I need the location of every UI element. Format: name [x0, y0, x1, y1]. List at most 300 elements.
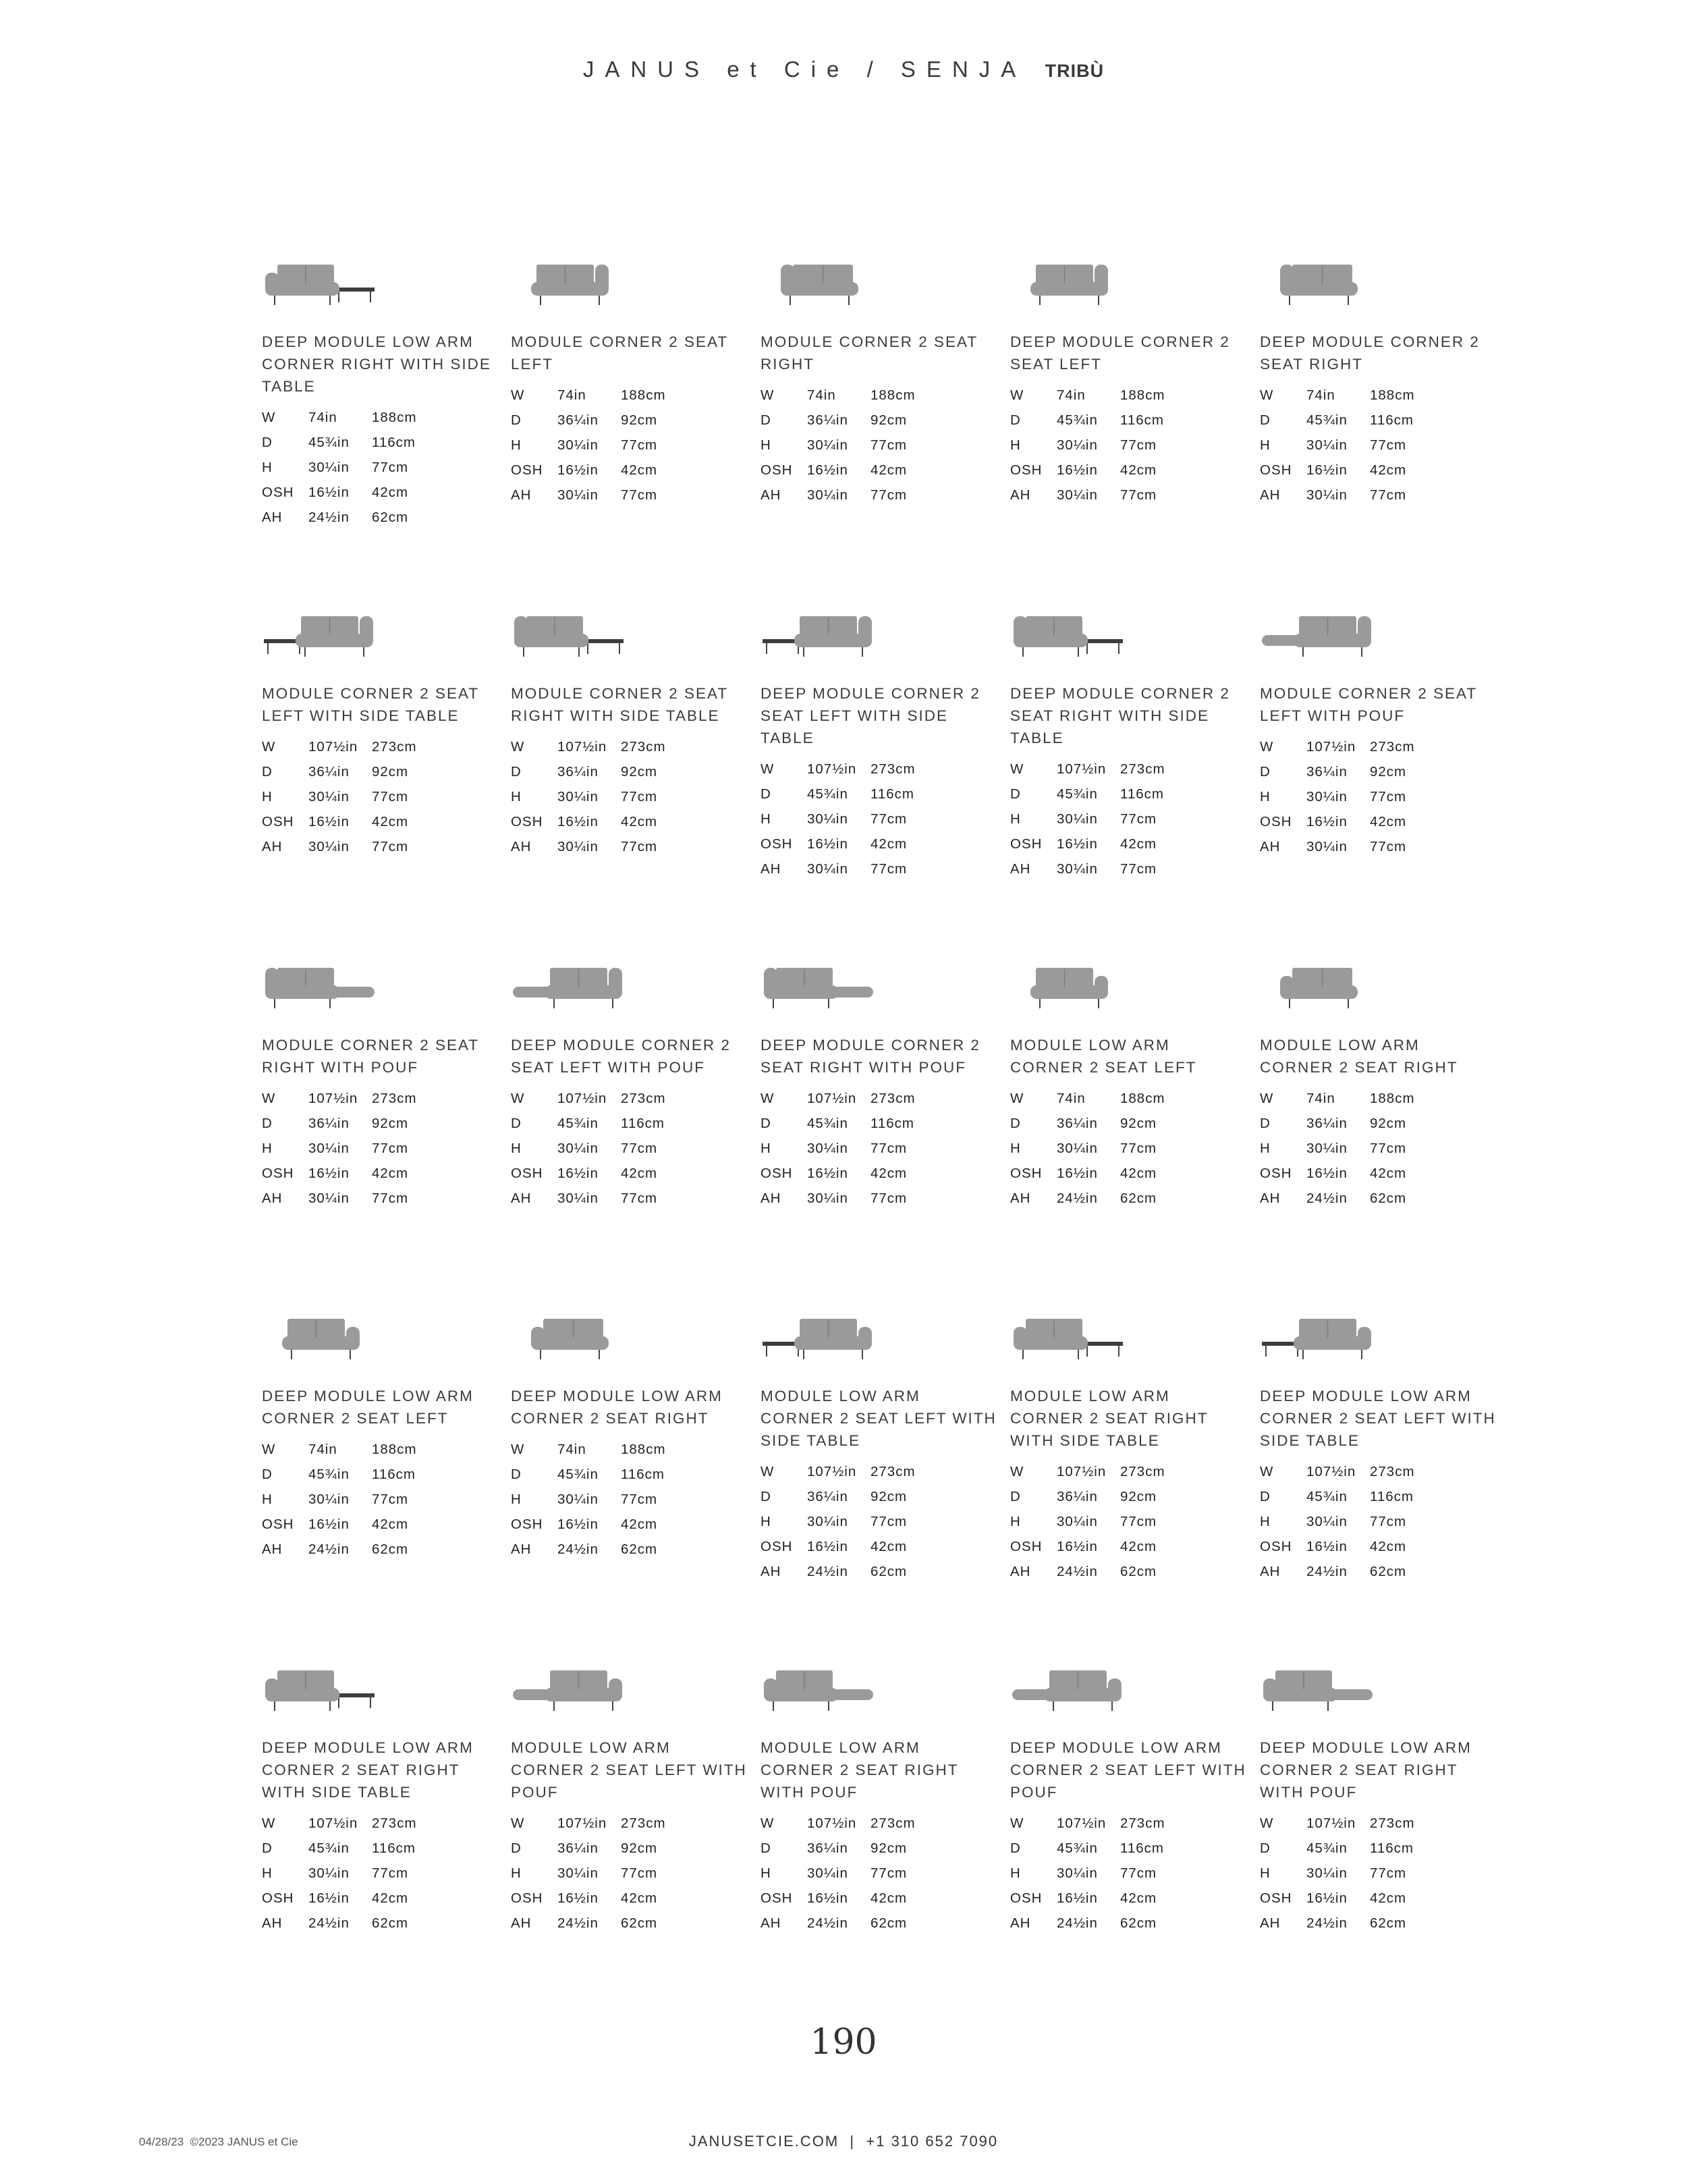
- dimension-label: H: [760, 811, 771, 827]
- dimension-cm: 77cm: [870, 487, 908, 503]
- dimension-inches: 16½in: [557, 813, 599, 829]
- dimension-cm: 77cm: [870, 861, 908, 877]
- dimension-row: [1010, 1460, 1194, 1485]
- dimension-inches: 30¼in: [308, 788, 350, 804]
- dimension-cm: 42cm: [372, 1890, 409, 1906]
- dimension-inches: 16½in: [807, 462, 848, 478]
- dimension-label: D: [262, 1116, 273, 1132]
- dimension-inches: 16½in: [1057, 1890, 1098, 1906]
- dimension-table: [1260, 735, 1444, 859]
- dimension-cm: 273cm: [1120, 761, 1165, 777]
- dimension-inches: 30¼in: [557, 1491, 599, 1507]
- dimension-cm: 92cm: [870, 1489, 908, 1505]
- dimension-label: OSH: [511, 1890, 543, 1906]
- dimension-cm: 116cm: [870, 786, 915, 802]
- dimension-label: W: [760, 761, 775, 777]
- dimension-label: OSH: [1260, 1165, 1292, 1181]
- dimension-inches: 24½in: [1057, 1190, 1098, 1206]
- dimension-cm: 116cm: [870, 1116, 915, 1132]
- dimension-cm: 116cm: [1370, 1489, 1414, 1505]
- dimension-cm: 116cm: [1370, 412, 1414, 429]
- dimension-label: AH: [1260, 838, 1281, 854]
- dimension-label: H: [1010, 1865, 1021, 1881]
- product-card: [511, 1305, 747, 1562]
- module-low-arm-corner-2-seat-left-with-pouf-image: [511, 1657, 747, 1719]
- dimension-row: [1260, 1161, 1444, 1186]
- dimension-inches: 24½in: [807, 1915, 848, 1931]
- dimension-row: [511, 1112, 695, 1137]
- dimension-label: D: [1260, 764, 1271, 780]
- dimension-cm: 77cm: [1120, 487, 1157, 503]
- module-low-arm-corner-2-seat-right-with-side-table-image: [1010, 1305, 1246, 1367]
- dimension-row: [262, 1087, 446, 1112]
- dimension-inches: 74in: [807, 387, 836, 404]
- dimension-inches: 24½in: [1057, 1563, 1098, 1579]
- dimension-inches: 36¼in: [807, 412, 848, 429]
- dimension-inches: 36¼in: [1306, 1116, 1348, 1132]
- dimension-inches: 30¼in: [557, 1190, 599, 1206]
- dimension-inches: 30¼in: [1057, 1865, 1098, 1881]
- dimension-cm: 42cm: [621, 1516, 658, 1532]
- dimension-inches: 16½in: [1306, 1165, 1348, 1181]
- dimension-cm: 188cm: [1120, 1091, 1165, 1107]
- dimension-inches: 30¼in: [1057, 811, 1098, 827]
- dimension-cm: 273cm: [870, 1464, 916, 1480]
- dimension-inches: 107½in: [308, 1816, 358, 1832]
- dimension-label: OSH: [511, 1516, 543, 1532]
- dimension-label: AH: [511, 838, 532, 854]
- dimension-inches: 16½in: [807, 1165, 848, 1181]
- dimension-cm: 42cm: [870, 1538, 908, 1554]
- dimension-row: [1010, 1112, 1194, 1137]
- dimension-table: [262, 406, 446, 530]
- dimension-cm: 273cm: [1120, 1464, 1165, 1480]
- dimension-label: OSH: [1260, 1890, 1292, 1906]
- dimension-table: [511, 1438, 695, 1562]
- dimension-label: W: [262, 1091, 276, 1107]
- dimension-row: [511, 408, 695, 433]
- product-card: [262, 251, 498, 530]
- dimension-cm: 77cm: [621, 437, 658, 453]
- dimension-row: [262, 1886, 446, 1911]
- dimension-label: AH: [1010, 1190, 1031, 1206]
- dimension-table: [1010, 383, 1194, 508]
- dimension-inches: 30¼in: [557, 1140, 599, 1156]
- dimension-row: [262, 406, 446, 431]
- product-card: [1010, 603, 1246, 881]
- dimension-row: [1260, 383, 1444, 408]
- dimension-row: [1010, 831, 1194, 856]
- dimension-row: [511, 1537, 695, 1562]
- dimension-label: H: [1010, 811, 1021, 827]
- dimension-label: D: [760, 412, 771, 429]
- dimension-inches: 107½in: [557, 1816, 607, 1832]
- product-title: DEEP MODULE LOW ARM CORNER 2 SEAT RIGHT: [511, 1388, 723, 1427]
- dimension-label: W: [1260, 387, 1274, 404]
- dimension-cm: 77cm: [1370, 1865, 1407, 1881]
- dimension-row: [760, 1811, 945, 1836]
- footer-date: 04/28/23: [139, 2135, 184, 2148]
- dimension-inches: 16½in: [308, 813, 350, 829]
- dimension-inches: 30¼in: [1306, 487, 1348, 503]
- dimension-inches: 30¼in: [308, 838, 350, 854]
- dimension-row: [511, 760, 695, 785]
- dimension-row: [760, 1112, 945, 1137]
- dimension-inches: 16½in: [1057, 1165, 1098, 1181]
- deep-module-low-arm-corner-2-seat-left-with-side-table-image: [1260, 1305, 1496, 1367]
- dimension-cm: 77cm: [870, 1865, 908, 1881]
- dimension-cm: 77cm: [1120, 1140, 1157, 1156]
- dimension-row: [760, 408, 945, 433]
- dimension-row: [760, 1186, 945, 1211]
- dimension-cm: 42cm: [870, 1890, 908, 1906]
- dimension-inches: 30¼in: [1057, 861, 1098, 877]
- deep-module-low-arm-corner-right-with-side-table-image: [262, 251, 498, 313]
- dimension-label: AH: [1010, 487, 1031, 503]
- dimension-cm: 273cm: [1370, 739, 1415, 755]
- dimension-row: [262, 809, 446, 834]
- dimension-row: [1010, 1186, 1194, 1211]
- dimension-cm: 42cm: [1120, 1538, 1157, 1554]
- dimension-inches: 30¼in: [557, 1865, 599, 1881]
- dimension-label: AH: [1010, 861, 1031, 877]
- dimension-label: OSH: [1260, 1538, 1292, 1554]
- module-corner-2-seat-left-with-pouf-image: [1260, 603, 1496, 665]
- dimension-label: H: [760, 1865, 771, 1881]
- dimension-label: D: [1010, 1840, 1021, 1857]
- product-card: [1010, 1305, 1246, 1584]
- dimension-inches: 16½in: [1306, 1538, 1348, 1554]
- dimension-label: AH: [760, 487, 781, 503]
- dimension-row: [760, 1911, 945, 1936]
- dimension-cm: 77cm: [621, 1140, 658, 1156]
- dimension-inches: 74in: [1057, 387, 1086, 404]
- dimension-cm: 62cm: [621, 1915, 658, 1931]
- dimension-row: [760, 1161, 945, 1186]
- product-card: [262, 954, 498, 1211]
- dimension-row: [511, 834, 695, 859]
- deep-module-corner-2-seat-left-with-side-table-image: [760, 603, 997, 665]
- dimension-row: [1260, 809, 1444, 834]
- dimension-cm: 92cm: [621, 764, 658, 780]
- dimension-cm: 42cm: [870, 836, 908, 852]
- dimension-inches: 16½in: [308, 1890, 350, 1906]
- dimension-row: [760, 1861, 945, 1886]
- dimension-row: [1010, 408, 1194, 433]
- dimension-cm: 42cm: [1120, 1890, 1157, 1906]
- dimension-cm: 42cm: [1120, 836, 1157, 852]
- dimension-label: OSH: [1010, 1890, 1043, 1906]
- dimension-label: AH: [511, 1915, 532, 1931]
- dimension-row: [1010, 856, 1194, 881]
- dimension-row: [1260, 1559, 1444, 1584]
- dimension-cm: 77cm: [1370, 838, 1407, 854]
- dimension-row: [1010, 458, 1194, 483]
- dimension-inches: 16½in: [308, 484, 350, 500]
- dimension-inches: 36¼in: [807, 1489, 848, 1505]
- dimension-cm: 92cm: [870, 412, 908, 429]
- brand-name: JANUS et Cie: [582, 57, 850, 82]
- product-card: [1260, 251, 1496, 508]
- dimension-inches: 107½in: [308, 739, 358, 755]
- dimension-row: [760, 1510, 945, 1535]
- dimension-cm: 77cm: [621, 1491, 658, 1507]
- dimension-inches: 45¾in: [1057, 412, 1098, 429]
- dimension-label: W: [1010, 1464, 1024, 1480]
- deep-module-corner-2-seat-right-with-pouf-image: [760, 954, 997, 1016]
- dimension-inches: 107½in: [308, 1091, 358, 1107]
- dimension-inches: 16½in: [1057, 462, 1098, 478]
- dimension-cm: 92cm: [1120, 1489, 1157, 1505]
- dimension-label: D: [1010, 786, 1021, 802]
- dimension-inches: 74in: [1306, 1091, 1335, 1107]
- product-title: MODULE LOW ARM CORNER 2 SEAT RIGHT: [1260, 1037, 1458, 1076]
- module-low-arm-corner-2-seat-left-image: [1010, 954, 1246, 1016]
- header-separator: /: [866, 57, 884, 82]
- dimension-cm: 62cm: [1370, 1915, 1407, 1931]
- dimension-label: D: [262, 435, 273, 451]
- dimension-cm: 77cm: [621, 487, 658, 503]
- dimension-label: H: [262, 459, 273, 475]
- dimension-row: [511, 1087, 695, 1112]
- dimension-label: D: [1260, 1116, 1271, 1132]
- dimension-inches: 107½in: [807, 1464, 857, 1480]
- product-card: [1010, 954, 1246, 1211]
- dimension-label: AH: [1260, 1915, 1281, 1931]
- dimension-inches: 30¼in: [308, 1140, 350, 1156]
- product-title: MODULE LOW ARM CORNER 2 SEAT LEFT WITH SIDE TABLE: [760, 1388, 997, 1449]
- dimension-cm: 77cm: [1120, 437, 1157, 453]
- dimension-label: W: [262, 410, 276, 426]
- dimension-inches: 30¼in: [557, 437, 599, 453]
- dimension-label: OSH: [1010, 462, 1043, 478]
- product-card: [1260, 1305, 1496, 1584]
- module-corner-2-seat-left-image: [511, 251, 747, 313]
- dimension-inches: 36¼in: [557, 764, 599, 780]
- dimension-inches: 74in: [557, 387, 586, 404]
- dimension-label: D: [760, 1116, 771, 1132]
- product-title: DEEP MODULE CORNER 2 SEAT LEFT: [1010, 333, 1230, 373]
- dimension-label: D: [511, 1840, 522, 1857]
- dimension-cm: 77cm: [372, 838, 409, 854]
- dimension-row: [1260, 1836, 1444, 1861]
- dimension-label: H: [760, 437, 771, 453]
- dimension-label: OSH: [1010, 1165, 1043, 1181]
- dimension-inches: 45¾in: [308, 435, 350, 451]
- dimension-cm: 77cm: [621, 838, 658, 854]
- dimension-row: [1010, 433, 1194, 458]
- product-title: MODULE CORNER 2 SEAT LEFT: [511, 333, 728, 373]
- dimension-row: [1260, 760, 1444, 785]
- dimension-cm: 77cm: [1370, 1140, 1407, 1156]
- dimension-cm: 92cm: [372, 1116, 409, 1132]
- dimension-label: AH: [760, 1563, 781, 1579]
- module-low-arm-corner-2-seat-right-with-pouf-image: [760, 1657, 997, 1719]
- dimension-row: [1010, 757, 1194, 782]
- product-title: MODULE LOW ARM CORNER 2 SEAT LEFT WITH POUF: [511, 1739, 747, 1801]
- dimension-row: [1260, 1137, 1444, 1162]
- dimension-inches: 45¾in: [1306, 412, 1348, 429]
- deep-module-low-arm-corner-2-seat-left-with-pouf-image: [1010, 1657, 1246, 1719]
- dimension-inches: 45¾in: [1306, 1489, 1348, 1505]
- product-title: DEEP MODULE LOW ARM CORNER 2 SEAT LEFT WITH POUF: [1010, 1739, 1246, 1801]
- dimension-row: [511, 1911, 695, 1936]
- dimension-cm: 42cm: [870, 1165, 908, 1181]
- dimension-label: H: [760, 1140, 771, 1156]
- dimension-cm: 62cm: [1120, 1915, 1157, 1931]
- dimension-cm: 273cm: [1370, 1816, 1415, 1832]
- dimension-cm: 116cm: [1120, 786, 1165, 802]
- dimension-row: [1260, 483, 1444, 508]
- dimension-label: OSH: [511, 813, 543, 829]
- product-card: [511, 251, 747, 508]
- dimension-row: [760, 831, 945, 856]
- dimension-inches: 30¼in: [807, 1190, 848, 1206]
- dimension-inches: 45¾in: [1306, 1840, 1348, 1857]
- dimension-label: H: [1260, 1865, 1271, 1881]
- dimension-cm: 188cm: [372, 410, 417, 426]
- dimension-inches: 24½in: [1306, 1915, 1348, 1931]
- product-title: DEEP MODULE CORNER 2 SEAT RIGHT: [1260, 333, 1480, 373]
- dimension-inches: 30¼in: [807, 487, 848, 503]
- phone-number[interactable]: +1 310 652 7090: [866, 2133, 999, 2150]
- dimension-inches: 36¼in: [1306, 764, 1348, 780]
- dimension-label: AH: [511, 1190, 532, 1206]
- product-title: DEEP MODULE CORNER 2 SEAT LEFT WITH SIDE TABLE: [760, 685, 980, 746]
- dimension-row: [1010, 1911, 1194, 1936]
- dimension-cm: 42cm: [1120, 462, 1157, 478]
- dimension-cm: 188cm: [1370, 387, 1415, 404]
- dimension-inches: 74in: [1057, 1091, 1086, 1107]
- dimension-cm: 42cm: [621, 813, 658, 829]
- dimension-row: [1260, 735, 1444, 760]
- dimension-label: H: [1010, 1513, 1021, 1529]
- dimension-cm: 77cm: [1120, 1513, 1157, 1529]
- dimension-cm: 273cm: [621, 1816, 666, 1832]
- dimension-inches: 30¼in: [308, 1190, 350, 1206]
- dimension-row: [1260, 1087, 1444, 1112]
- dimension-row: [760, 458, 945, 483]
- dimension-cm: 273cm: [870, 1816, 916, 1832]
- dimension-table: [760, 1811, 945, 1936]
- dimension-label: D: [262, 764, 273, 780]
- product-card: [262, 1657, 498, 1936]
- dimension-row: [262, 1438, 446, 1463]
- product-title: DEEP MODULE LOW ARM CORNER 2 SEAT LEFT: [262, 1388, 474, 1427]
- dimension-inches: 36¼in: [308, 764, 350, 780]
- dimension-label: H: [262, 1491, 273, 1507]
- dimension-inches: 30¼in: [807, 1865, 848, 1881]
- dimension-inches: 36¼in: [807, 1840, 848, 1857]
- dimension-row: [511, 483, 695, 508]
- dimension-label: AH: [1260, 1190, 1281, 1206]
- dimension-row: [760, 1534, 945, 1559]
- dimension-table: [1260, 383, 1444, 508]
- dimension-row: [760, 1836, 945, 1861]
- dimension-cm: 77cm: [870, 1140, 908, 1156]
- product-title: DEEP MODULE CORNER 2 SEAT RIGHT WITH POUF: [760, 1037, 980, 1076]
- dimension-row: [1010, 1087, 1194, 1112]
- dimension-inches: 45¾in: [557, 1467, 599, 1483]
- dimension-row: [1260, 1460, 1444, 1485]
- dimension-cm: 42cm: [372, 1165, 409, 1181]
- dimension-inches: 30¼in: [807, 437, 848, 453]
- dimension-row: [1260, 1534, 1444, 1559]
- dimension-cm: 116cm: [372, 1840, 416, 1857]
- dimension-row: [1010, 807, 1194, 832]
- dimension-inches: 36¼in: [557, 1840, 599, 1857]
- dimension-label: H: [1010, 437, 1021, 453]
- dimension-cm: 62cm: [372, 509, 409, 525]
- dimension-table: [1260, 1460, 1444, 1584]
- product-title: MODULE CORNER 2 SEAT RIGHT: [760, 333, 978, 373]
- dimension-label: D: [760, 786, 771, 802]
- dimension-label: AH: [760, 861, 781, 877]
- dimension-row: [262, 505, 446, 530]
- dimension-label: W: [1010, 1816, 1024, 1832]
- product-title: MODULE CORNER 2 SEAT RIGHT WITH POUF: [262, 1037, 479, 1076]
- module-corner-2-seat-right-image: [760, 251, 997, 313]
- dimension-table: [1010, 757, 1194, 881]
- product-title: DEEP MODULE LOW ARM CORNER RIGHT WITH SIDE TABLE: [262, 333, 491, 395]
- dimension-cm: 116cm: [1120, 412, 1165, 429]
- dimension-label: W: [760, 1091, 775, 1107]
- dimension-label: D: [1260, 412, 1271, 429]
- dimension-label: AH: [511, 1541, 532, 1557]
- product-card: [262, 603, 498, 859]
- dimension-label: W: [262, 1816, 276, 1832]
- dimension-cm: 42cm: [1370, 813, 1407, 829]
- dimension-inches: 24½in: [308, 509, 350, 525]
- dimension-cm: 273cm: [621, 1091, 666, 1107]
- dimension-inches: 107½in: [807, 1091, 857, 1107]
- dimension-inches: 107½in: [1057, 1464, 1107, 1480]
- dimension-row: [1260, 1485, 1444, 1510]
- dimension-cm: 92cm: [1370, 764, 1407, 780]
- product-title: MODULE CORNER 2 SEAT LEFT WITH SIDE TABLE: [262, 685, 479, 724]
- dimension-row: [511, 1861, 695, 1886]
- dimension-inches: 45¾in: [1057, 1840, 1098, 1857]
- dimension-row: [511, 383, 695, 408]
- dimension-label: W: [1260, 739, 1274, 755]
- dimension-table: [262, 1438, 446, 1562]
- dimension-label: D: [511, 1467, 522, 1483]
- dimension-label: AH: [511, 487, 532, 503]
- dimension-row: [760, 433, 945, 458]
- product-title: DEEP MODULE CORNER 2 SEAT RIGHT WITH SIDE TABLE: [1010, 685, 1230, 746]
- dimension-cm: 42cm: [870, 462, 908, 478]
- website-link[interactable]: JANUSETCIE.COM: [688, 2133, 839, 2150]
- dimension-cm: 92cm: [621, 412, 658, 429]
- dimension-label: H: [1260, 437, 1271, 453]
- product-title: MODULE CORNER 2 SEAT LEFT WITH POUF: [1260, 685, 1477, 724]
- dimension-row: [1010, 383, 1194, 408]
- dimension-label: H: [262, 1140, 273, 1156]
- deep-module-low-arm-corner-2-seat-right-with-pouf-image: [1260, 1657, 1496, 1719]
- dimension-cm: 188cm: [621, 1442, 666, 1458]
- dimension-inches: 30¼in: [308, 1491, 350, 1507]
- dimension-cm: 92cm: [372, 764, 409, 780]
- dimension-label: W: [262, 1442, 276, 1458]
- dimension-table: [760, 1460, 945, 1584]
- dimension-row: [1260, 1186, 1444, 1211]
- dimension-inches: 30¼in: [1306, 1865, 1348, 1881]
- dimension-row: [760, 483, 945, 508]
- dimension-row: [262, 1112, 446, 1137]
- product-card: [1260, 603, 1496, 859]
- dimension-inches: 30¼in: [1057, 487, 1098, 503]
- dimension-inches: 36¼in: [1057, 1489, 1098, 1505]
